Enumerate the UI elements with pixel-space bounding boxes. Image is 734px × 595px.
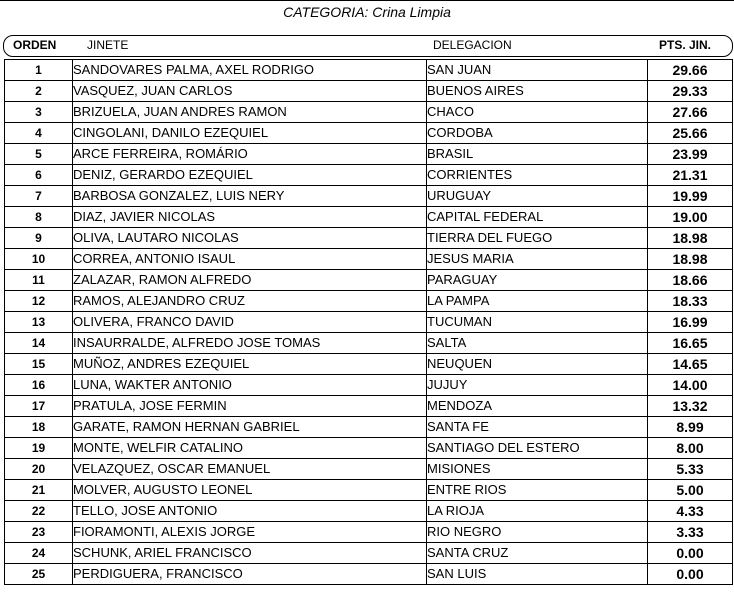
row-jinete: LUNA, WAKTER ANTONIO bbox=[73, 375, 427, 396]
row-pts: 21.31 bbox=[648, 165, 733, 186]
row-pts: 13.32 bbox=[648, 396, 733, 417]
row-pts: 16.99 bbox=[648, 312, 733, 333]
table-row bbox=[5, 543, 733, 564]
row-delegacion: CAPITAL FEDERAL bbox=[427, 207, 648, 228]
row-delegacion: MISIONES bbox=[427, 459, 648, 480]
row-pts: 8.99 bbox=[648, 417, 733, 438]
row-jinete: CINGOLANI, DANILO EZEQUIEL bbox=[73, 123, 427, 144]
row-orden: 8 bbox=[5, 207, 73, 228]
row-delegacion: CORDOBA bbox=[427, 123, 648, 144]
row-jinete: VELAZQUEZ, OSCAR EMANUEL bbox=[73, 459, 427, 480]
row-jinete: TELLO, JOSE ANTONIO bbox=[73, 501, 427, 522]
row-pts: 19.00 bbox=[648, 207, 733, 228]
table-row bbox=[5, 522, 733, 543]
table-row bbox=[5, 207, 733, 228]
row-pts: 19.99 bbox=[648, 186, 733, 207]
row-delegacion: TIERRA DEL FUEGO bbox=[427, 228, 648, 249]
results-table bbox=[4, 59, 733, 585]
row-jinete: INSAURRALDE, ALFREDO JOSE TOMAS bbox=[73, 333, 427, 354]
results-body bbox=[5, 60, 733, 585]
row-jinete: OLIVERA, FRANCO DAVID bbox=[73, 312, 427, 333]
row-orden: 3 bbox=[5, 102, 73, 123]
row-jinete: MUÑOZ, ANDRES EZEQUIEL bbox=[73, 354, 427, 375]
category-title: CATEGORIA: Crina Limpia bbox=[283, 4, 451, 20]
row-orden: 5 bbox=[5, 144, 73, 165]
table-row bbox=[5, 249, 733, 270]
row-orden: 23 bbox=[5, 522, 73, 543]
row-orden: 24 bbox=[5, 543, 73, 564]
table-row bbox=[5, 165, 733, 186]
row-jinete: OLIVA, LAUTARO NICOLAS bbox=[73, 228, 427, 249]
row-orden: 17 bbox=[5, 396, 73, 417]
table-row bbox=[5, 333, 733, 354]
row-delegacion: NEUQUEN bbox=[427, 354, 648, 375]
table-row bbox=[5, 228, 733, 249]
row-delegacion: CHACO bbox=[427, 102, 648, 123]
table-row bbox=[5, 375, 733, 396]
row-orden: 15 bbox=[5, 354, 73, 375]
row-pts: 14.00 bbox=[648, 375, 733, 396]
row-pts: 5.33 bbox=[648, 459, 733, 480]
row-jinete: GARATE, RAMON HERNAN GABRIEL bbox=[73, 417, 427, 438]
row-delegacion: SALTA bbox=[427, 333, 648, 354]
row-delegacion: CORRIENTES bbox=[427, 165, 648, 186]
row-pts: 8.00 bbox=[648, 438, 733, 459]
row-orden: 6 bbox=[5, 165, 73, 186]
row-jinete: ZALAZAR, RAMON ALFREDO bbox=[73, 270, 427, 291]
row-orden: 25 bbox=[5, 564, 73, 585]
row-delegacion: BUENOS AIRES bbox=[427, 81, 648, 102]
row-pts: 0.00 bbox=[648, 543, 733, 564]
row-orden: 19 bbox=[5, 438, 73, 459]
table-row bbox=[5, 459, 733, 480]
row-jinete: BARBOSA GONZALEZ, LUIS NERY bbox=[73, 186, 427, 207]
row-jinete: SANDOVARES PALMA, AXEL RODRIGO bbox=[73, 60, 427, 81]
row-delegacion: LA PAMPA bbox=[427, 291, 648, 312]
row-orden: 18 bbox=[5, 417, 73, 438]
table-row bbox=[5, 501, 733, 522]
row-pts: 23.99 bbox=[648, 144, 733, 165]
row-jinete: VASQUEZ, JUAN CARLOS bbox=[73, 81, 427, 102]
table-row bbox=[5, 123, 733, 144]
table-row bbox=[5, 417, 733, 438]
table-row bbox=[5, 60, 733, 81]
table-header bbox=[3, 35, 733, 57]
row-delegacion: TUCUMAN bbox=[427, 312, 648, 333]
row-pts: 14.65 bbox=[648, 354, 733, 375]
table-row bbox=[5, 102, 733, 123]
table-row bbox=[5, 291, 733, 312]
top-rule bbox=[0, 0, 734, 1]
table-row bbox=[5, 564, 733, 585]
row-pts: 5.00 bbox=[648, 480, 733, 501]
row-delegacion: SANTA CRUZ bbox=[427, 543, 648, 564]
row-jinete: BRIZUELA, JUAN ANDRES RAMON bbox=[73, 102, 427, 123]
row-pts: 18.98 bbox=[648, 228, 733, 249]
row-pts: 16.65 bbox=[648, 333, 733, 354]
row-pts: 29.33 bbox=[648, 81, 733, 102]
row-delegacion: MENDOZA bbox=[427, 396, 648, 417]
table-row bbox=[5, 270, 733, 291]
row-orden: 11 bbox=[5, 270, 73, 291]
table-row bbox=[5, 438, 733, 459]
table-row bbox=[5, 480, 733, 501]
row-pts: 18.33 bbox=[648, 291, 733, 312]
row-orden: 2 bbox=[5, 81, 73, 102]
row-pts: 0.00 bbox=[648, 564, 733, 585]
row-pts: 3.33 bbox=[648, 522, 733, 543]
row-delegacion: SANTA FE bbox=[427, 417, 648, 438]
row-jinete: DIAZ, JAVIER NICOLAS bbox=[73, 207, 427, 228]
table-row bbox=[5, 396, 733, 417]
row-orden: 4 bbox=[5, 123, 73, 144]
row-delegacion: SAN JUAN bbox=[427, 60, 648, 81]
row-orden: 14 bbox=[5, 333, 73, 354]
header-jinete: JINETE bbox=[87, 38, 129, 52]
row-orden: 20 bbox=[5, 459, 73, 480]
row-pts: 18.98 bbox=[648, 249, 733, 270]
row-delegacion: PARAGUAY bbox=[427, 270, 648, 291]
row-jinete: DENIZ, GERARDO EZEQUIEL bbox=[73, 165, 427, 186]
row-orden: 21 bbox=[5, 480, 73, 501]
row-delegacion: SAN LUIS bbox=[427, 564, 648, 585]
table-row bbox=[5, 81, 733, 102]
table-row bbox=[5, 354, 733, 375]
row-orden: 9 bbox=[5, 228, 73, 249]
row-jinete: PERDIGUERA, FRANCISCO bbox=[73, 564, 427, 585]
row-orden: 13 bbox=[5, 312, 73, 333]
row-jinete: RAMOS, ALEJANDRO CRUZ bbox=[73, 291, 427, 312]
row-orden: 22 bbox=[5, 501, 73, 522]
row-jinete: MONTE, WELFIR CATALINO bbox=[73, 438, 427, 459]
header-delegacion: DELEGACION bbox=[433, 38, 512, 52]
header-orden: ORDEN bbox=[13, 38, 57, 52]
row-jinete: SCHUNK, ARIEL FRANCISCO bbox=[73, 543, 427, 564]
table-row bbox=[5, 186, 733, 207]
row-orden: 1 bbox=[5, 60, 73, 81]
row-orden: 10 bbox=[5, 249, 73, 270]
table-row bbox=[5, 312, 733, 333]
row-pts: 18.66 bbox=[648, 270, 733, 291]
row-jinete: CORREA, ANTONIO ISAUL bbox=[73, 249, 427, 270]
row-jinete: ARCE FERREIRA, ROMÁRIO bbox=[73, 144, 427, 165]
row-delegacion: ENTRE RIOS bbox=[427, 480, 648, 501]
row-jinete: FIORAMONTI, ALEXIS JORGE bbox=[73, 522, 427, 543]
header-pts: PTS. JIN. bbox=[659, 38, 712, 52]
row-delegacion: JESUS MARIA bbox=[427, 249, 648, 270]
row-delegacion: SANTIAGO DEL ESTERO bbox=[427, 438, 648, 459]
row-delegacion: BRASIL bbox=[427, 144, 648, 165]
row-delegacion: RIO NEGRO bbox=[427, 522, 648, 543]
row-orden: 16 bbox=[5, 375, 73, 396]
row-jinete: MOLVER, AUGUSTO LEONEL bbox=[73, 480, 427, 501]
row-pts: 4.33 bbox=[648, 501, 733, 522]
row-delegacion: URUGUAY bbox=[427, 186, 648, 207]
row-jinete: PRATULA, JOSE FERMIN bbox=[73, 396, 427, 417]
row-orden: 12 bbox=[5, 291, 73, 312]
row-delegacion: LA RIOJA bbox=[427, 501, 648, 522]
row-pts: 29.66 bbox=[648, 60, 733, 81]
table-row bbox=[5, 144, 733, 165]
row-delegacion: JUJUY bbox=[427, 375, 648, 396]
row-pts: 27.66 bbox=[648, 102, 733, 123]
row-pts: 25.66 bbox=[648, 123, 733, 144]
row-orden: 7 bbox=[5, 186, 73, 207]
